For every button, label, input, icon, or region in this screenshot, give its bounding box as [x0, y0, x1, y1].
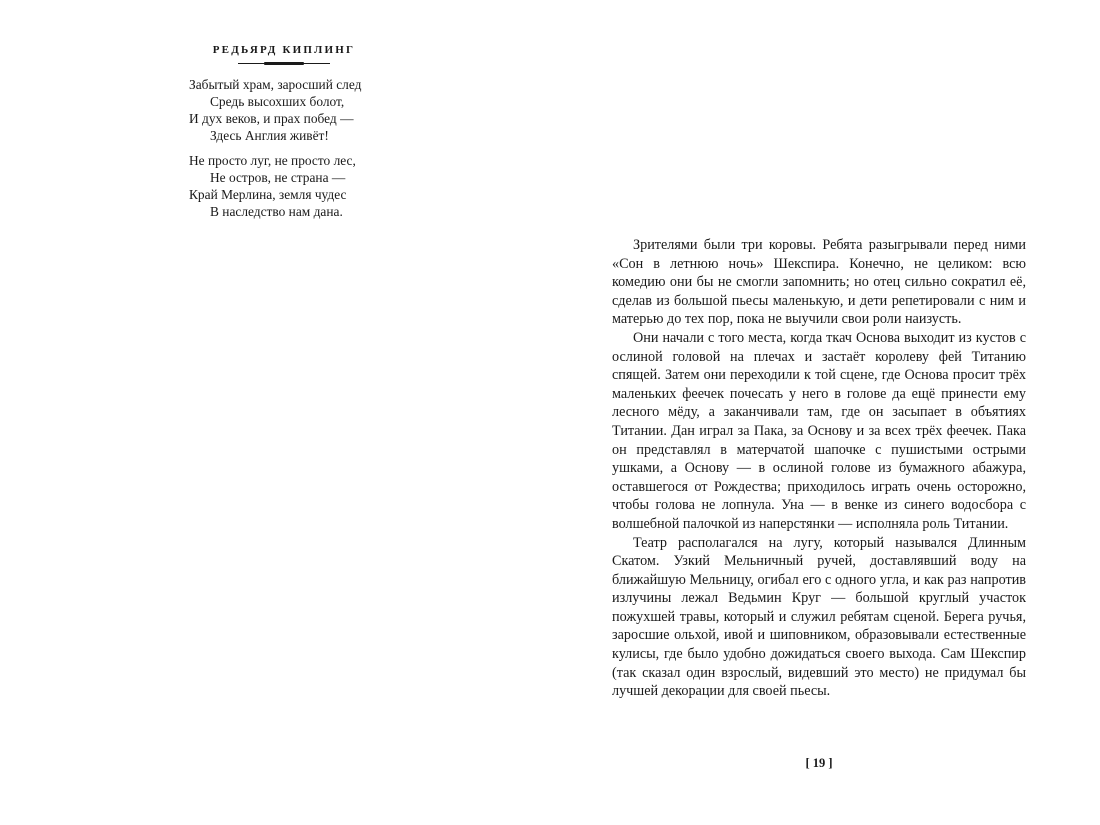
poem-line: Средь высохших болот,: [210, 94, 345, 109]
poem-line: Не остров, не страна —: [210, 170, 346, 185]
poem-line: Здесь Англия живёт!: [210, 128, 329, 143]
paragraph: Театр располагался на лугу, который назывался Длинным Скатом. Узкий Мельничный ручей, доставлявший воду на ближайшую Мельницу, огибал его с одного угла, и как раз напротив излучины лежал Ведьмин Круг — большой круглый участок пожухшей травы, который и служил ребятам сценой. Берега ручья, заросшие ольхой, ивой и шиповником, образовывали естественные кулисы, где было удобно дожидаться своего выхода. Сам Шекспир (так сказал один взрослый, видевший это место) не придумал бы лучшей декорации для своей пьесы.: [612, 534, 1026, 700]
poem-stanza: [189, 152, 439, 220]
poem-line: Забытый храм, заросший след: [189, 77, 362, 92]
body-text: [612, 236, 1026, 701]
poem-line: В наследство нам дана.: [210, 204, 343, 219]
ornament-rule: [238, 61, 330, 66]
poem: [189, 76, 439, 228]
poem-line: Не просто луг, не просто лес,: [189, 153, 356, 168]
running-head: [189, 43, 379, 66]
poem-line: И дух веков, и прах побед —: [189, 111, 354, 126]
paragraph: Зрителями были три коровы. Ребята разыгрывали перед ними «Сон в летнюю ночь» Шекспира. Конечно, не целиком: всю комедию они бы не смогли запомнить; но отец сильно сократил её, сделав из большой пьесы маленькую, и дети репетировали с ним и матерью до тех пор, пока не выучили свои роли наизусть.: [612, 237, 1026, 328]
right-page: [550, 0, 1100, 825]
poem-stanza: [189, 76, 439, 144]
poem-line: Край Мерлина, земля чудес: [189, 187, 347, 202]
running-head-author: РЕДЬЯРД КИПЛИНГ: [212, 44, 356, 56]
page-number: [ 19 ]: [805, 756, 833, 770]
paragraph: Они начали с того места, когда ткач Основа выходит из кустов с ослиной головой на плечах и застаёт королеву фей Титанию спящей. Затем они переходили к той сцене, где Основа просит трёх маленьких феечек почесать у него в голове да ещё принести ему лесного мёду, а заканчивали там, где он засыпает в объятиях Титании. Дан играл за Пака, за Основу и за всех трёх феечек. Пака он представлял в матерчатой шапочке с пушистыми острыми ушками, а Основу — в ослиной голове из бумажного абажура, оставшегося от Рождества; приходилось играть очень осторожно, чтобы голова не лопнула. Уна — в венке из синего водосбора с волшебной палочкой из наперстянки — исполняла роль Титании.: [612, 329, 1026, 532]
